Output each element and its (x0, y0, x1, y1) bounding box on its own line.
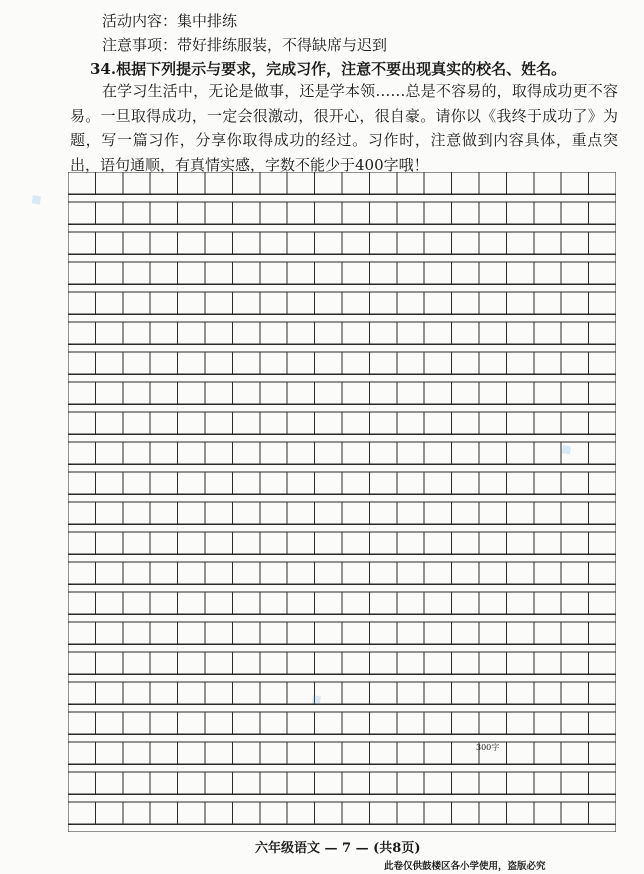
word-count-mark: 300字 (476, 743, 500, 752)
watermark-logo: ◆ (25, 188, 46, 210)
notes-line: 注意事项：带好排练服装，不得缺席与迟到 (102, 36, 388, 54)
question-body-text: 在学习生活中，无论是做事，还是学本领……总是不容易的，取得成功更不容易。一旦取得成功，一定会很激动，很开心，很自豪。请你以《我终于成功了》为题，写一篇习作，分享你取得成功的经过。习作时，注意做到内容具体，重点突出，语句通顺，有真情实感，字数不能少于400字哦！ (70, 82, 618, 174)
watermark-logo: ◆ (305, 688, 326, 710)
writing-grid[interactable] (68, 172, 616, 832)
watermark-logo: ◆ (555, 438, 576, 460)
question-body (70, 79, 618, 177)
question-prompt: 34.根据下列提示与要求，完成习作，注意不要出现真实的校名、姓名。 (90, 60, 567, 78)
page-footer: 六年级语文 — 7 — (共8页) (255, 841, 421, 856)
activity-content-line: 活动内容：集中排练 (102, 12, 238, 30)
copyright-notice: 此卷仅供鼓楼区各小学使用，盗版必究 (384, 861, 546, 872)
